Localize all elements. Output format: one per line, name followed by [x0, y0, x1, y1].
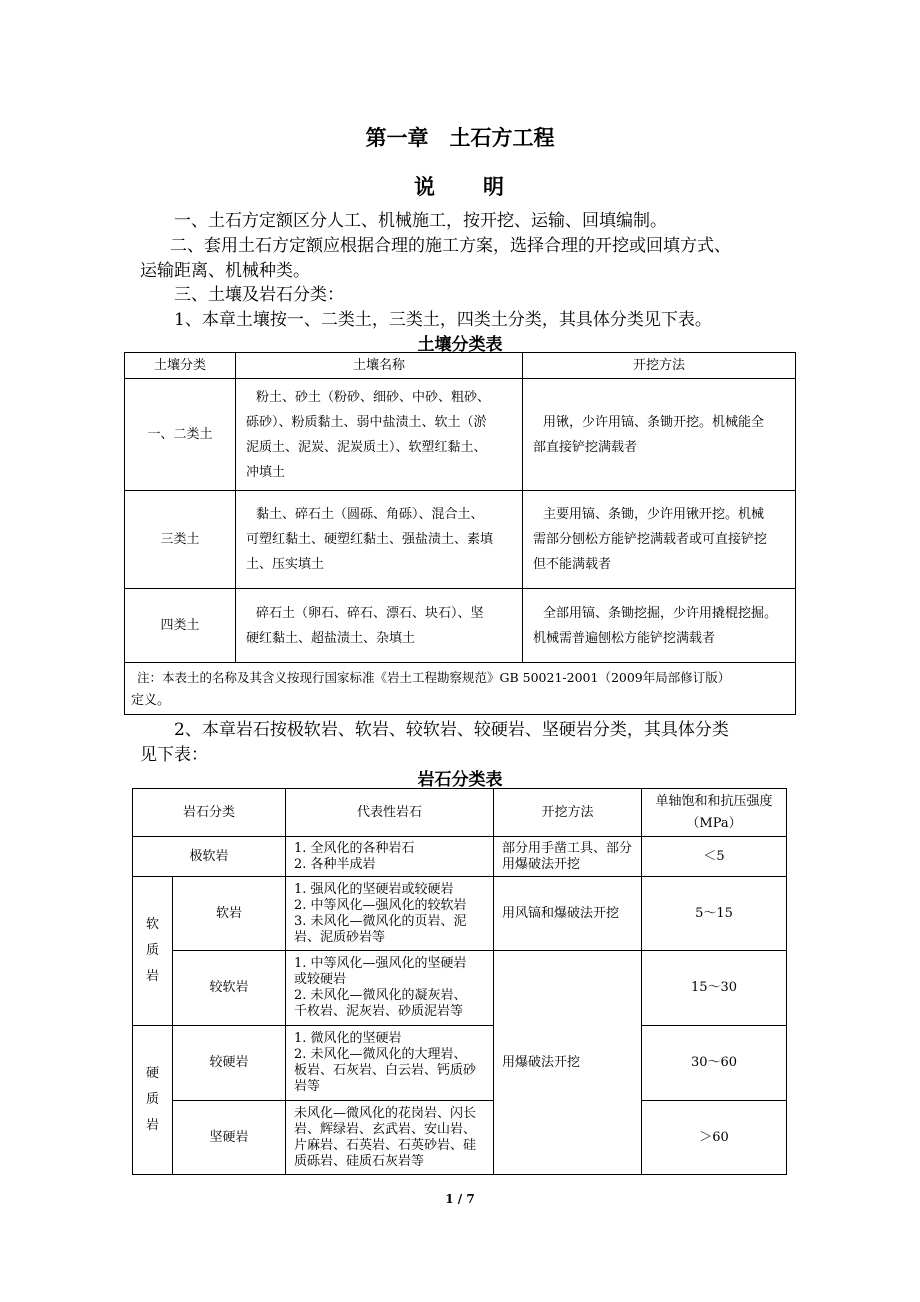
rock-header-strength: 单轴饱和和抗压强度 （MPa）: [642, 789, 787, 837]
soil-table: [124, 352, 796, 715]
soil-table-note-row: [125, 663, 796, 715]
table-row: [133, 837, 787, 877]
soil-header-category: 土壤分类: [125, 353, 236, 379]
soil-header-name: 土壤名称: [236, 353, 523, 379]
rock-strength: 30～60: [642, 1026, 787, 1101]
rock-strength: 15～30: [642, 951, 787, 1026]
paragraph-1: 一、土石方定额区分人工、机械施工，按开挖、运输、回填编制。: [174, 211, 667, 231]
soil-method: 主要用镐、条锄，少许用锹开挖。机械 需部分刨松方能铲挖满载者或可直接铲挖 但不能满载者: [523, 491, 796, 589]
rock-name: 较硬岩: [173, 1026, 286, 1101]
soil-header-method: 开挖方法: [523, 353, 796, 379]
rock-strength: 5～15: [642, 877, 787, 951]
paragraph-5-cont: 见下表：: [140, 745, 208, 765]
section-title: 说 明: [414, 175, 506, 199]
rock-name: 较软岩: [173, 951, 286, 1026]
soil-names: 粉土、砂土（粉砂、细砂、中砂、粗砂、 砾砂）、粉质黏土、弱中盐渍土、软土（淤 泥质土、泥炭、泥炭质土）、软塑红黏土、 冲填土: [236, 379, 523, 491]
soil-names: 碎石土（卵石、碎石、漂石、块石）、坚 硬红黏土、超盐渍土、杂填土: [236, 589, 523, 663]
table-row: [133, 1026, 787, 1101]
soil-table-note: 注：本表土的名称及其含义按现行国家标准《岩土工程勘察规范》GB 50021-2001（2009年局部修订版） 定义。: [125, 663, 796, 715]
rock-header-method: 开挖方法: [494, 789, 642, 837]
rock-examples: 1. 中等风化—强风化的坚硬岩 或较硬岩 2. 未风化—微风化的凝灰岩、 千枚岩、泥灰岩、砂质泥岩等: [286, 951, 494, 1026]
table-row: [133, 877, 787, 951]
soil-category: 三类土: [125, 491, 236, 589]
rock-strength: ＞60: [642, 1101, 787, 1175]
soil-category: 一、二类土: [125, 379, 236, 491]
soil-method: 用锹，少许用镐、条锄开挖。机械能全 部直接铲挖满载者: [523, 379, 796, 491]
rock-name: 坚硬岩: [173, 1101, 286, 1175]
rock-header-rocks: 代表性岩石: [286, 789, 494, 837]
rock-strength: ＜5: [642, 837, 787, 877]
soil-names: 黏土、碎石土（圆砾、角砾）、混合土、 可塑红黏土、硬塑红黏土、强盐渍土、素填 土、压实填土: [236, 491, 523, 589]
rock-method: 用爆破法开挖: [494, 951, 642, 1175]
paragraph-2-cont: 运输距离、机械种类。: [140, 261, 310, 281]
paragraph-4: 1、本章土壤按一、二类土，三类土，四类土分类，其具体分类见下表。: [174, 310, 712, 330]
rock-name: 极软岩: [133, 837, 286, 877]
soil-table-caption: 土壤分类表: [417, 335, 503, 355]
rock-group-soft: 软质岩: [133, 877, 173, 1026]
paragraph-2: 二、套用土石方定额应根据合理的施工方案，选择合理的开挖或回填方式、: [170, 236, 731, 256]
soil-category: 四类土: [125, 589, 236, 663]
rock-examples: 1. 全风化的各种岩石 2. 各种半成岩: [286, 837, 494, 877]
rock-table-caption: 岩石分类表: [417, 770, 503, 790]
rock-method: 用风镐和爆破法开挖: [494, 877, 642, 951]
table-row: [133, 1101, 787, 1175]
table-row: [133, 951, 787, 1026]
rock-table: [132, 788, 787, 1175]
table-row: [125, 379, 796, 491]
page-number: 1 / 7: [445, 1192, 475, 1206]
rock-examples: 未风化—微风化的花岗岩、闪长 岩、辉绿岩、玄武岩、安山岩、 片麻岩、石英岩、石英砂岩、硅 质砾岩、硅质石灰岩等: [286, 1101, 494, 1175]
rock-examples: 1. 微风化的坚硬岩 2. 未风化—微风化的大理岩、 板岩、石灰岩、白云岩、钙质砂 岩等: [286, 1026, 494, 1101]
rock-header-category: 岩石分类: [133, 789, 286, 837]
chapter-title: 第一章 土石方工程: [365, 126, 555, 150]
rock-group-hard: 硬质岩: [133, 1026, 173, 1175]
table-row: [125, 491, 796, 589]
soil-method: 全部用镐、条锄挖掘，少许用撬棍挖掘。 机械需普遍刨松方能铲挖满载者: [523, 589, 796, 663]
table-row: [125, 589, 796, 663]
rock-method: 部分用手凿工具、部分 用爆破法开挖: [494, 837, 642, 877]
rock-name: 软岩: [173, 877, 286, 951]
rock-examples: 1. 强风化的坚硬岩或较硬岩 2. 中等风化—强风化的较软岩 3. 未风化—微风化的页岩、泥 岩、泥质砂岩等: [286, 877, 494, 951]
paragraph-5: 2、本章岩石按极软岩、软岩、较软岩、较硬岩、坚硬岩分类，其具体分类: [174, 720, 729, 740]
paragraph-3: 三、土壤及岩石分类：: [174, 285, 344, 305]
